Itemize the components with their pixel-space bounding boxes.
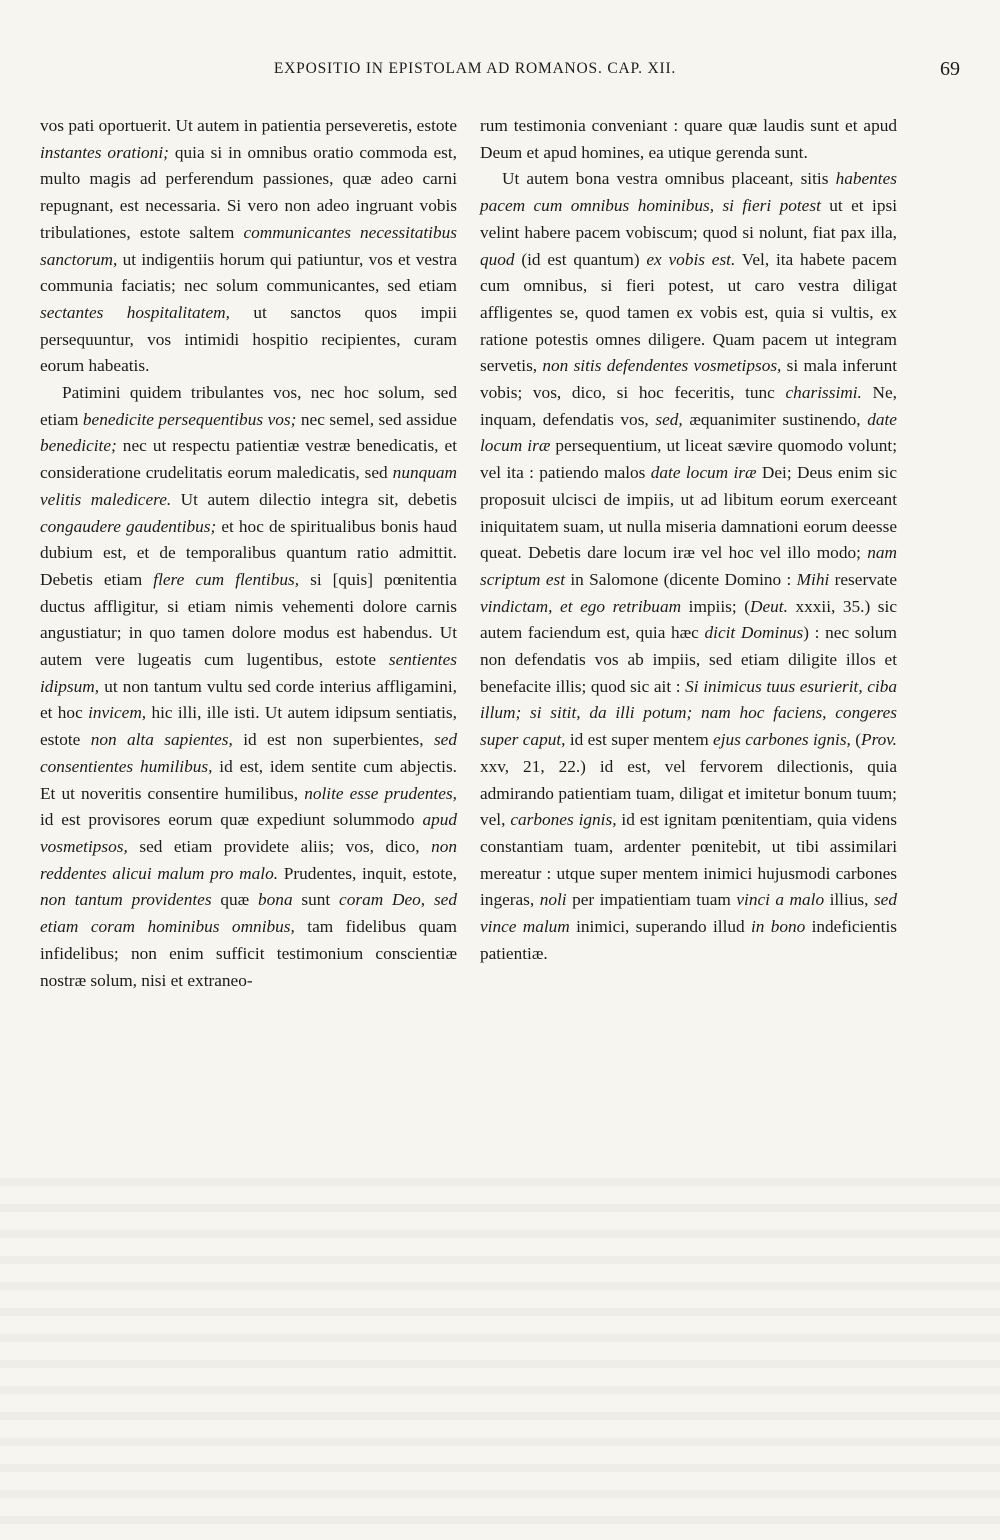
text-run: Ne, inquam, defendatis vos, <box>480 383 897 429</box>
italic-run: Prov. <box>861 730 898 750</box>
italic-run: sed, <box>655 409 683 429</box>
text-run: ut et ipsi velint habere pacem vobiscum; quod si nolunt, fiat pax illa, <box>480 196 897 242</box>
italic-run: invicem, <box>88 703 147 723</box>
text-run: xxxii, 35.) sic autem faciendum est, quia hæc <box>480 596 897 643</box>
italic-run: communicantes necessitatibus sanctorum, <box>40 222 457 269</box>
italic-run: date locum iræ <box>650 463 757 483</box>
italic-run: sed vince malum <box>480 890 897 937</box>
italic-run: nam scriptum est <box>480 543 897 589</box>
italic-run: Mihi <box>796 569 830 589</box>
text-run: Dei; Deus enim sic proposuit ulcisci de impiis, ut ad libitum eorum exerceant iniquitatem suam, ut nulla miseria damnationi eorum deesse queat. Debetis dare locum iræ vel hoc vel illo modo; <box>480 463 897 563</box>
italic-run: ex vobis est. <box>646 249 736 269</box>
page-header <box>0 58 1000 88</box>
text-run: vos pati oportuerit. Ut autem in patientia perseveretis, estote <box>40 116 457 135</box>
italic-run: congaudere gaudentibus; <box>40 516 217 536</box>
paragraph <box>40 113 457 380</box>
text-run: Vel, ita habete pacem cum omnibus, si fieri potest, ut caro vestra diligat affligentes se, quod tamen ex vobis est, quia si vultis, ex ratione potestis omnes diligere. Quam pacem ut integram servetis, <box>480 249 897 376</box>
paragraph <box>480 166 897 967</box>
text-run: tam fidelibus quam infidelibus; non enim sufficit testimonium conscientiæ nostræ solum, nisi et extraneo- <box>40 917 457 990</box>
italic-run: ejus carbones ignis, <box>713 730 851 750</box>
italic-run: vindictam, et ego retribuam <box>480 596 682 616</box>
italic-run: habentes pacem cum omnibus hominibus, si fieri potest <box>480 169 897 216</box>
page-number: 69 <box>940 58 960 80</box>
text-run: ( <box>850 730 862 750</box>
italic-run: non sitis defendentes vosmetipsos, <box>542 356 782 376</box>
text-run: in Salomone (dicente Domino : <box>565 569 797 589</box>
italic-run: nolite esse prudentes, <box>304 783 457 803</box>
text-run: nec semel, sed assidue <box>296 409 457 429</box>
text-run: hic illi, ille isti. Ut autem idipsum sentiatis, estote <box>40 703 457 750</box>
text-run: illius, <box>824 890 874 910</box>
italic-run: non reddentes alicui malum pro malo. <box>40 836 457 883</box>
text-run: id est non superbientes, <box>232 730 434 750</box>
text-run: indeficientis patientiæ. <box>480 917 897 963</box>
text-run: ut sanctos quos impii persequuntur, vos intimidi hospitio recipientes, curam eorum habeatis. <box>40 302 457 376</box>
text-run: id est, idem sentite cum abjectis. Et ut noveritis consentire humilibus, <box>40 756 457 803</box>
italic-run: bona <box>258 890 293 910</box>
italic-run: nunquam velitis maledicere. <box>40 463 457 509</box>
text-run: id est provisores eorum quæ expediunt solummodo <box>40 810 423 830</box>
italic-run: flere cum flentibus, <box>153 569 300 589</box>
text-run: sunt <box>292 890 340 910</box>
text-run: Ut autem bona vestra omnibus placeant, sitis <box>502 169 836 189</box>
show-through <box>0 1160 1000 1540</box>
right-column <box>480 113 897 968</box>
italic-run: Si inimicus tuus esurierit, ciba illum; si sitit, da illi potum; nam hoc faciens, congeres super caput, <box>480 676 897 750</box>
italic-run: dicit Dominus <box>704 623 804 643</box>
italic-run: sed consentientes humilibus, <box>40 730 457 776</box>
running-title: EXPOSITIO IN EPISTOLAM AD ROMANOS. CAP. XII. <box>273 60 677 77</box>
text-run: (id est quantum) <box>514 249 647 269</box>
text-run: id est super mentem <box>565 730 714 750</box>
text-run: nec ut respectu patientiæ vestræ benedicatis, et consideratione crudelitatis eorum maledicatis, sed <box>40 436 457 483</box>
italic-run: carbones ignis, <box>510 810 617 830</box>
text-run: id est ignitam pœnitentiam, quia videns constantiam tuam, ardenter pœnitebit, ut tibi assimilari mereatur : utque super mentem inimici hujusmodi carbones ingeras, <box>480 810 897 910</box>
text-run: si [quis] pœnitentia ductus affligitur, si etiam nimis vehementi dolore carnis angustiatur; in quo tamen dolore modus est habendus. Ut autem vere lugeatis cum lugentibus, estote <box>40 569 457 670</box>
italic-run: Deut. <box>749 596 788 616</box>
text-run: quæ <box>211 890 259 910</box>
text-run: ut non tantum vultu sed corde interius affligamini, et hoc <box>40 676 457 723</box>
text-run: quia si in omnibus oratio commoda est, multo magis ad perferendum passiones, quæ adeo carni repugnant, est necessaria. Si vero non adeo ingruant vobis tribulationes, estote saltem <box>40 142 458 242</box>
text-run: Patimini quidem tribulantes vos, nec hoc solum, sed etiam <box>40 383 457 429</box>
text-run: rum testimonia conveniant : quare quæ laudis sunt et apud Deum et apud homines, ea utique gerenda sunt. <box>480 116 897 162</box>
text-run: Ut autem dilectio integra sit, debetis <box>171 489 457 509</box>
italic-run: benedicite; <box>40 436 117 456</box>
italic-run: apud vosmetipsos, <box>40 810 457 856</box>
text-run: per impatientiam tuam <box>566 890 737 910</box>
italic-run: date locum iræ <box>480 409 897 456</box>
italic-run: coram Deo, sed etiam coram hominibus omnibus, <box>40 890 457 937</box>
italic-run: benedicite persequentibus vos; <box>82 409 297 429</box>
text-run: ut indigentiis horum qui patiuntur, vos et vestra communia faciatis; nec solum communicantes, sed etiam <box>40 249 457 296</box>
paragraph <box>40 380 457 994</box>
text-run: xxv, 21, 22.) id est, vel fervorem dilectionis, quia admirando patientiam tuam, diligat et imitetur bonum tuum; vel, <box>480 756 897 830</box>
text-run: et hoc de spiritualibus bonis haud dubium est, et de temporalibus quantum ratio admittit. Debetis etiam <box>40 516 457 589</box>
italic-run: in bono <box>750 917 806 937</box>
italic-run: non alta sapientes, <box>90 730 233 750</box>
italic-run: quod <box>480 249 515 269</box>
text-run: si mala inferunt vobis; vos, dico, si hoc feceritis, tunc <box>480 356 898 403</box>
left-column <box>40 113 457 994</box>
text-run: Prudentes, inquit, estote, <box>278 863 457 883</box>
italic-run: non tantum providentes <box>40 890 212 910</box>
paragraph <box>480 113 897 166</box>
text-run: impiis; ( <box>681 596 750 616</box>
text-run: ) : nec solum non defendatis vos ab impiis, sed etiam diligite illos et benefacite illis; quod sic ait : <box>480 623 898 696</box>
italic-run: charissimi. <box>785 383 862 403</box>
text-run: inimici, superando illud <box>569 917 751 937</box>
italic-run: vinci a malo <box>736 890 825 910</box>
text-run: reservate <box>829 569 897 589</box>
text-run: persequentium, ut liceat sævire quomodo volunt; vel ita : patiendo malos <box>480 436 897 483</box>
italic-run: sectantes hospitalitatem, <box>40 302 230 322</box>
italic-run: instantes orationi; <box>40 142 169 162</box>
italic-run: sentientes idipsum, <box>40 650 457 696</box>
italic-run: noli <box>539 890 567 910</box>
text-run: æquanimiter sustinendo, <box>682 409 868 429</box>
text-run: sed etiam providete aliis; vos, dico, <box>127 836 432 856</box>
